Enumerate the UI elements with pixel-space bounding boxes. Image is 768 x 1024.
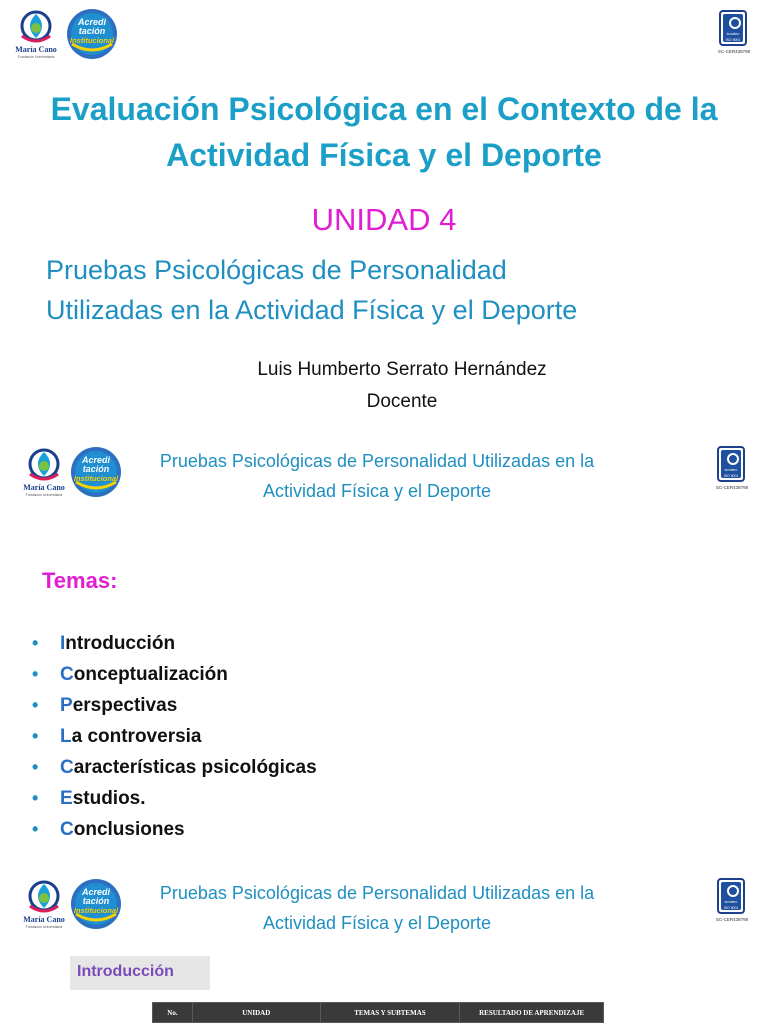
unit-label: UNIDAD 4 — [311, 202, 457, 237]
acreditacion-logo — [66, 8, 118, 60]
maria-cano-emblem-icon — [18, 878, 70, 916]
icontec-code: SC-CER438798 — [717, 49, 751, 54]
bullet-icon: • — [32, 633, 39, 653]
icontec-word: icontec — [724, 899, 738, 904]
acreditacion-text-2: tación — [78, 26, 106, 36]
list-item: • C onceptualización — [32, 663, 228, 685]
maria-cano-subtitle: Fundación Universitaria — [17, 55, 55, 59]
section-label-box — [70, 956, 210, 990]
author-role: Docente — [366, 391, 438, 412]
acreditacion-text-1: Acredi — [81, 455, 110, 465]
subtitle-line-2: Utilizadas en la Actividad Física y el Deporte — [46, 295, 578, 325]
slide-topics — [0, 428, 768, 868]
header-line-1: Pruebas Psicológicas de Personalidad Utilizadas en la — [159, 451, 595, 471]
maria-cano-name: María Cano — [23, 483, 65, 492]
author-name: Luis Humberto Serrato Hernández — [257, 359, 547, 380]
acreditacion-text-2: tación — [82, 464, 110, 474]
author-block — [0, 354, 768, 418]
acreditacion-text-1: Acredi — [77, 17, 106, 27]
list-item: • I ntroducción — [32, 632, 176, 654]
icontec-circle-icon — [727, 885, 739, 897]
acreditacion-text-3: Institucional — [73, 906, 119, 915]
bullet-icon: • — [32, 757, 39, 777]
bullet-icon: • — [32, 695, 39, 715]
header-line-2: Actividad Física y el Deporte — [262, 481, 492, 501]
icontec-code: SC-CER438798 — [715, 485, 749, 490]
icontec-logo — [712, 878, 752, 926]
bullet-icon: • — [32, 664, 39, 684]
acreditacion-text-2: tación — [82, 896, 110, 906]
slide-header-title — [130, 446, 624, 506]
maria-cano-name: María Cano — [23, 915, 65, 924]
acreditacion-text-1: Acredi — [81, 887, 110, 897]
slide-title — [0, 0, 768, 428]
maria-cano-emblem-icon — [10, 8, 62, 46]
maria-cano-subtitle: Fundación Universitaria — [25, 925, 63, 929]
header-line-2: Actividad Física y el Deporte — [262, 913, 492, 933]
subtitle-line-1: Pruebas Psicológicas de Personalidad — [46, 255, 507, 285]
icontec-code: SC-CER438798 — [715, 917, 749, 922]
table-header-no: No. — [153, 1003, 193, 1023]
acreditacion-text-3: Institucional — [69, 36, 115, 45]
table-header-temas: TEMAS Y SUBTEMAS — [320, 1003, 460, 1023]
bullet-icon: • — [32, 726, 39, 746]
header-line-1: Pruebas Psicológicas de Personalidad Utilizadas en la — [159, 883, 595, 903]
list-item: • P erspectivas — [32, 694, 178, 716]
bullet-icon: • — [32, 788, 39, 808]
table-header-resultado: RESULTADO DE APRENDIZAJE — [460, 1003, 604, 1023]
presentation-subtitle — [46, 250, 746, 330]
syllabus-table — [152, 1002, 604, 1023]
maria-cano-emblem-icon — [18, 446, 70, 484]
list-item: • E studios. — [32, 787, 146, 809]
icontec-circle-icon — [727, 453, 739, 465]
maria-cano-subtitle: Fundación Universitaria — [25, 493, 63, 497]
list-item: • C aracterísticas psicológicas — [32, 756, 317, 778]
table-header-row — [153, 1003, 604, 1023]
icontec-word: icontec — [724, 467, 738, 472]
icontec-logo — [712, 446, 752, 494]
list-item: • C onclusiones — [32, 818, 185, 840]
icontec-word: icontec — [726, 31, 740, 36]
icontec-circle-icon — [729, 17, 741, 29]
topics-list — [30, 628, 317, 845]
icontec-logo — [714, 10, 754, 58]
icontec-iso: ISO 9001 — [723, 906, 739, 910]
topics-heading: Temas: — [42, 568, 118, 593]
acreditacion-logo — [70, 446, 122, 498]
slide-introduction — [0, 868, 768, 1024]
bullet-icon: • — [32, 819, 39, 839]
acreditacion-text-3: Institucional — [73, 474, 119, 483]
maria-cano-logo — [18, 878, 70, 934]
slide-header-title — [130, 878, 624, 938]
maria-cano-name: María Cano — [15, 45, 57, 54]
list-item: • L a controversia — [32, 725, 202, 747]
acreditacion-logo — [70, 878, 122, 930]
maria-cano-logo — [10, 8, 62, 64]
section-label: Introducción — [77, 963, 174, 980]
maria-cano-logo — [18, 446, 70, 502]
table-header-unidad: UNIDAD — [192, 1003, 320, 1023]
icontec-iso: ISO 9001 — [725, 38, 741, 42]
presentation-title: Evaluación Psicológica en el Contexto de la Actividad Física y el Deporte — [50, 91, 718, 173]
icontec-iso: ISO 9001 — [723, 474, 739, 478]
